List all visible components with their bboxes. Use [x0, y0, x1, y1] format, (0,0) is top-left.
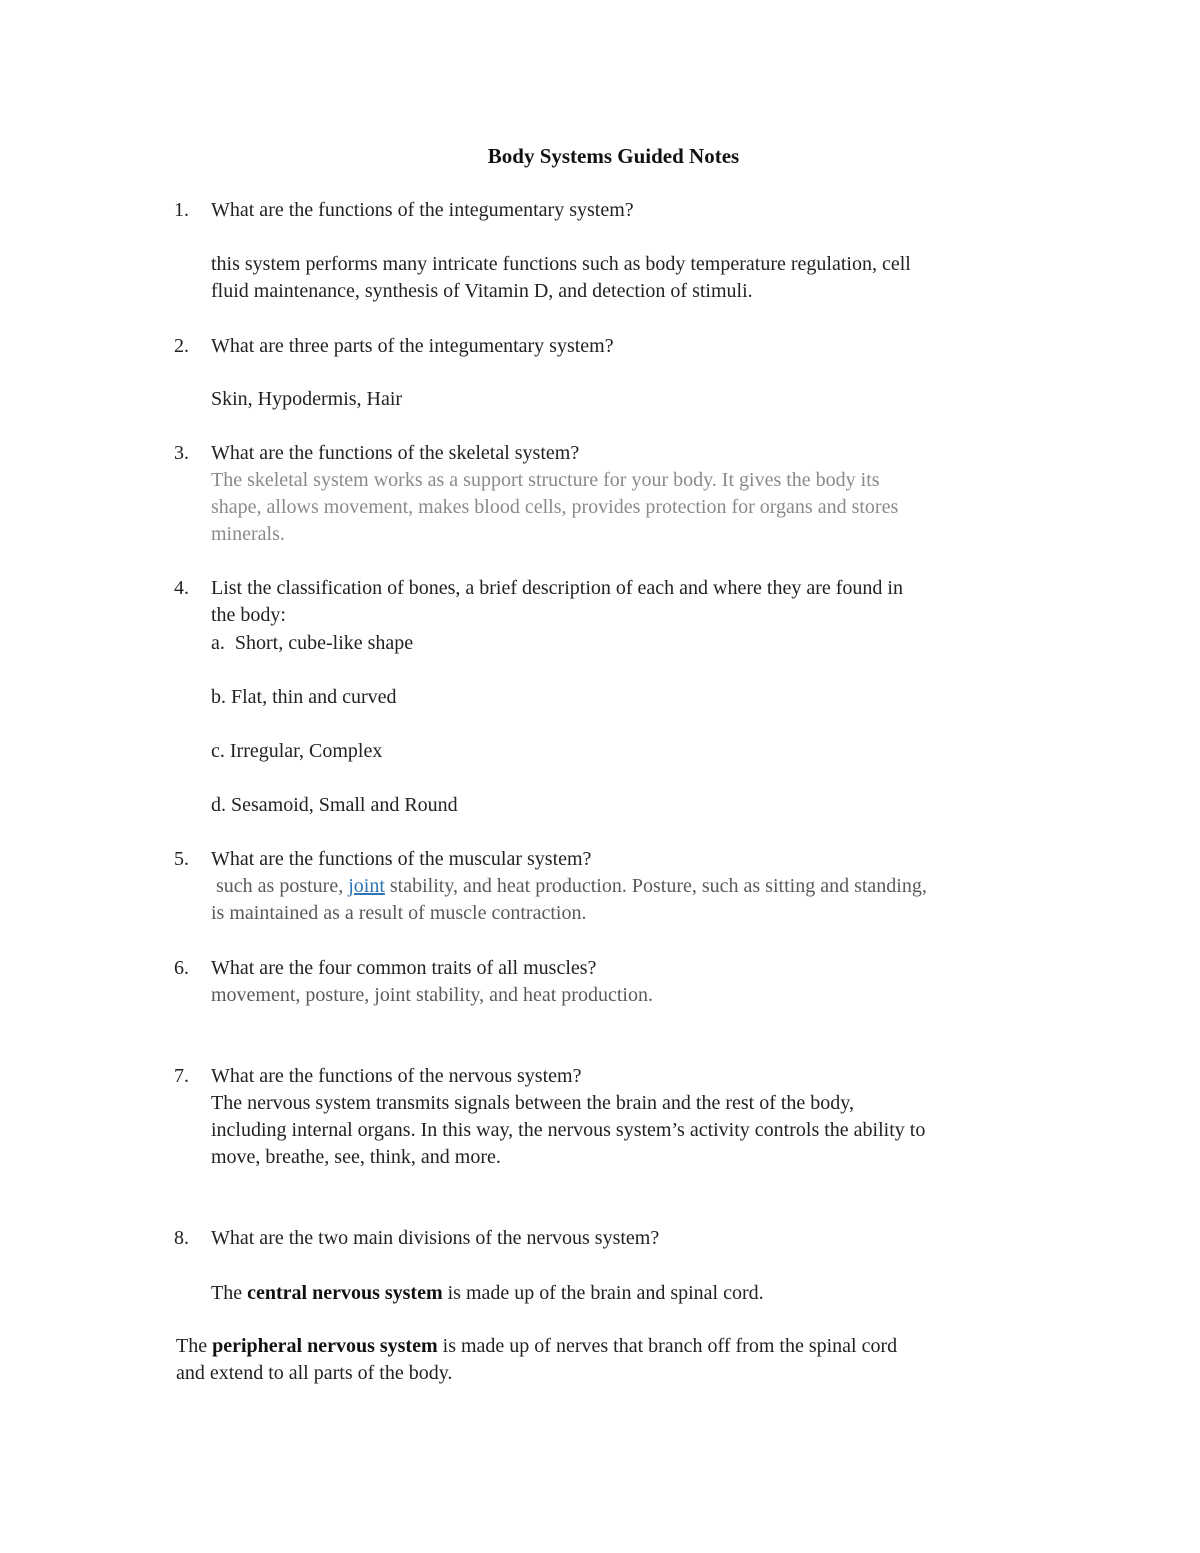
answer-5-text-pre: such as posture, — [211, 875, 349, 897]
question-3-number: 3. — [174, 442, 189, 464]
answer-5-text-post: stability, and heat production. Posture, such as sitting and standing, — [384, 875, 927, 897]
joint-link[interactable]: joint — [348, 875, 385, 897]
question-2: What are three parts of the integumentary system? — [211, 335, 614, 357]
page-title: Body Systems Guided Notes — [487, 144, 740, 168]
question-4-line-2: the body: — [211, 604, 286, 626]
answer-7-line-1: The nervous system transmits signals between the brain and the rest of the body, — [211, 1092, 854, 1114]
bone-class-a: a. Short, cube-like shape — [211, 632, 414, 654]
question-7-number: 7. — [174, 1065, 189, 1087]
question-1-number: 1. — [174, 199, 189, 221]
answer-2: Skin, Hypodermis, Hair — [211, 388, 403, 410]
question-3: What are the functions of the skeletal system? — [211, 442, 580, 464]
question-6-number: 6. — [174, 957, 189, 979]
answer-3-line-1: The skeletal system works as a support structure for your body. It gives the body its — [211, 469, 880, 491]
pns-text-pre: The — [176, 1335, 213, 1357]
question-4-line-1: List the classification of bones, a brief description of each and where they are found in — [211, 577, 903, 599]
question-6: What are the four common traits of all muscles? — [211, 957, 597, 979]
cns-term: central nervous system — [247, 1282, 443, 1304]
bone-class-c: c. Irregular, Complex — [211, 740, 383, 762]
cns-text-post: is made up of the brain and spinal cord. — [442, 1282, 764, 1304]
cns-text-pre: The — [211, 1282, 248, 1304]
question-8-number: 8. — [174, 1227, 189, 1249]
question-2-number: 2. — [174, 335, 189, 357]
answer-3-line-3: minerals. — [211, 523, 285, 545]
answer-8-cns — [211, 1280, 1071, 1307]
question-5-number: 5. — [174, 848, 189, 870]
answer-7-line-2: including internal organs. In this way, the nervous system’s activity controls the ability to — [211, 1119, 926, 1141]
pns-term: peripheral nervous system — [212, 1335, 438, 1357]
answer-5-line-1 — [211, 873, 1071, 900]
answer-6: movement, posture, joint stability, and heat production. — [211, 984, 653, 1006]
question-7: What are the functions of the nervous system? — [211, 1065, 582, 1087]
question-1: What are the functions of the integumentary system? — [211, 199, 634, 221]
bone-class-b: b. Flat, thin and curved — [211, 686, 397, 708]
answer-8-pns-line-1 — [176, 1333, 1056, 1360]
answer-3-line-2: shape, allows movement, makes blood cells, provides protection for organs and stores — [211, 496, 899, 518]
answer-8-pns-line-2: and extend to all parts of the body. — [176, 1362, 453, 1384]
question-4-number: 4. — [174, 577, 189, 599]
answer-1-line-2: fluid maintenance, synthesis of Vitamin D, and detection of stimuli. — [211, 280, 753, 302]
answer-1-line-1: this system performs many intricate functions such as body temperature regulation, cell — [211, 253, 911, 275]
answer-5-line-2: is maintained as a result of muscle contraction. — [211, 902, 587, 924]
answer-7-line-3: move, breathe, see, think, and more. — [211, 1146, 501, 1168]
question-5: What are the functions of the muscular system? — [211, 848, 592, 870]
bone-class-d: d. Sesamoid, Small and Round — [211, 794, 458, 816]
pns-text-post: is made up of nerves that branch off from the spinal cord — [437, 1335, 898, 1357]
question-8: What are the two main divisions of the nervous system? — [211, 1227, 660, 1249]
